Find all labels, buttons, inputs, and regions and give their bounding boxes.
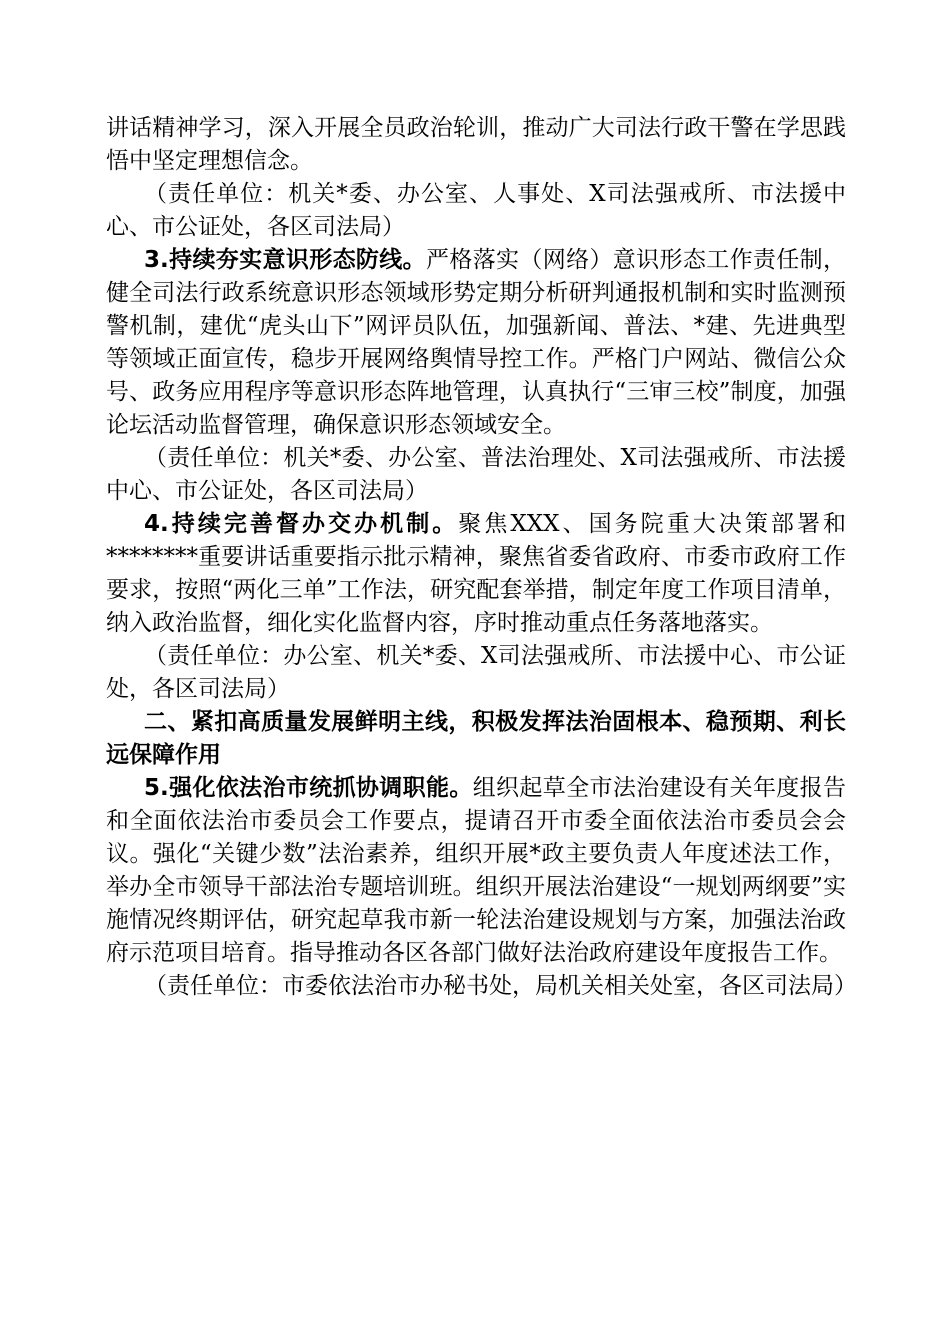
- item-3: [106, 244, 846, 442]
- item-3-title: 3.持续夯实意识形态防线。: [144, 247, 426, 273]
- item-5: [106, 772, 846, 970]
- item-5-body: 组织起草全市法治建设有关年度报告和全面依法治市委员会工作要点，提请召开市委全面依法治市委员会会议。强化“关键少数”法治素养，组织开展*政主要负责人年度述法工作，举办全市领导干部法治专题培训班。组织开展法治建设“一规划两纲要”实施情况终期评估，研究起草我市新一轮法治建设规划与方案，加强法治政府示范项目培育。指导推动各区各部门做好法治政府建设年度报告工作。: [106, 775, 847, 966]
- item-3-body: 严格落实（网络）意识形态工作责任制，健全司法行政系统意识形态领域形势定期分析研判通报机制和实时监测预警机制，建优“虎头山下”网评员队伍，加强新闻、普法、*建、先进典型等领域正面宣传，稳步开展网络舆情导控工作。严格门户网站、微信公众号、政务应用程序等意识形态阵地管理，认真执行“三审三校”制度，加强论坛活动监督管理，确保意识形态领域安全。: [106, 247, 846, 438]
- item-5-title: 5.强化依法治市统抓协调职能。: [144, 775, 473, 801]
- responsible-units-5: （责任单位：市委依法治市办秘书处，局机关相关处室，各区司法局）: [144, 973, 857, 999]
- paragraph-continuation: 讲话精神学习，深入开展全员政治轮训，推动广大司法行政干警在学思践悟中坚定理想信念。: [106, 115, 846, 174]
- item-4-title: 4.持续完善督办交办机制。: [144, 511, 459, 537]
- item-4: [106, 508, 846, 640]
- document-page: [106, 112, 857, 1003]
- section-2-heading: 二、紧扣高质量发展鲜明主线，积极发挥法治固根本、稳预期、利长远保障作用: [106, 709, 846, 768]
- responsible-units-3: （责任单位：机关*委、办公室、普法治理处、X司法强戒所、市法援中心、市公证处，各区司法局）: [106, 445, 846, 504]
- item-4-body: 聚焦XXX、国务院重大决策部署和********重要讲话重要指示批示精神，聚焦省委省政府、市委市政府工作要求，按照“两化三单”工作法，研究配套举措，制定年度工作项目清单，纳入政治监督，细化实化监督内容，序时推动重点任务落地落实。: [106, 511, 846, 636]
- responsible-units-1: （责任单位：机关*委、办公室、人事处、X司法强戒所、市法援中心、市公证处，各区司法局）: [106, 181, 846, 240]
- responsible-units-4: （责任单位：办公室、机关*委、X司法强戒所、市法援中心、市公证处，各区司法局）: [106, 643, 846, 702]
